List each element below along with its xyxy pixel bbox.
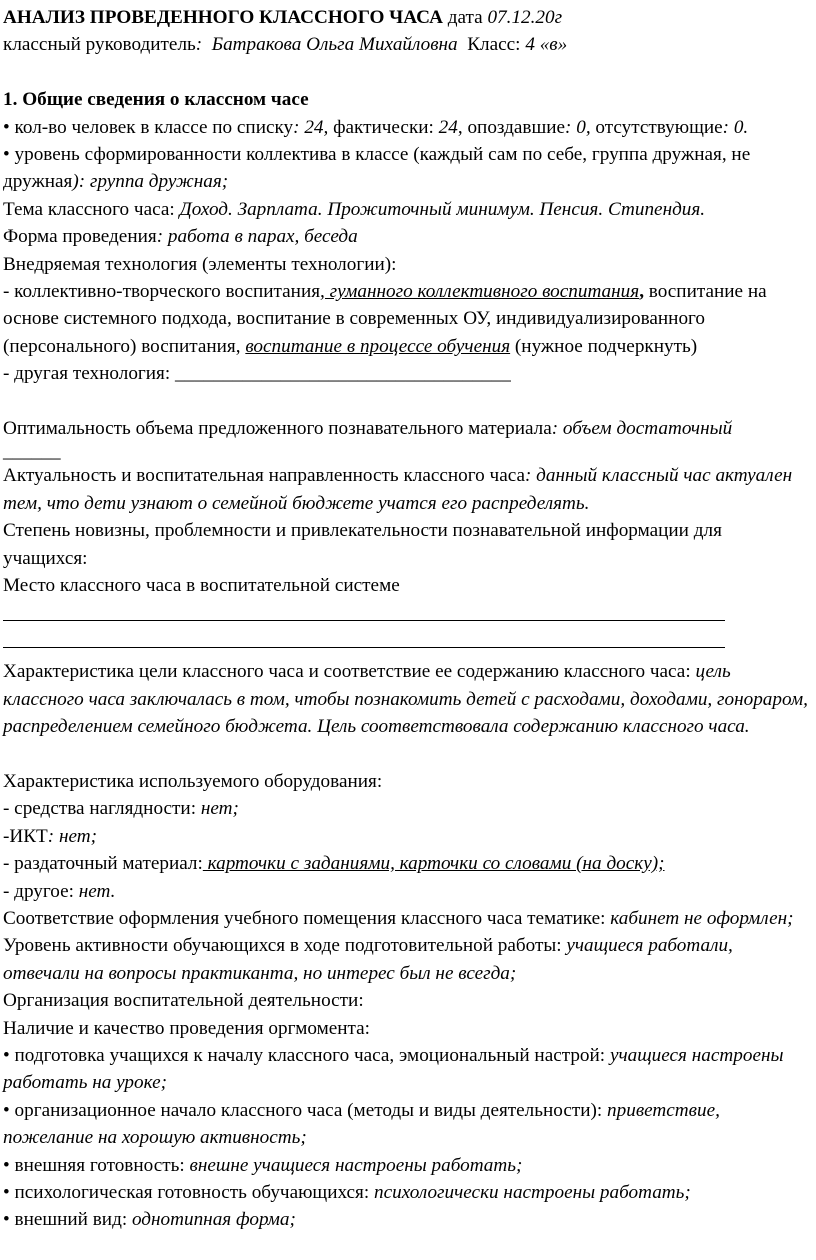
bullet-item xyxy=(3,1179,809,1206)
bullet-label: • внешняя готовность: xyxy=(3,1154,190,1176)
bullet-value: однотипная форма; xyxy=(131,1209,296,1231)
equipment-handout-value: карточки с заданиями, карточки со словами (на доску); xyxy=(202,853,665,875)
activity-line xyxy=(3,932,809,987)
material-label: Оптимальность объема предложенного познавательного материала xyxy=(3,418,552,440)
bullet-label: • внешний вид: xyxy=(3,1209,132,1231)
equipment-ict xyxy=(3,823,809,850)
collective-level-value: ): группа дружная; xyxy=(72,171,229,193)
count-line xyxy=(3,114,809,141)
count-value-absent: : 0. xyxy=(722,116,749,138)
teacher-line xyxy=(3,31,809,58)
bullet-value: внешне учащиеся настроены работать; xyxy=(189,1154,523,1176)
equipment-visual-label: - средства наглядности: xyxy=(3,798,201,820)
underline-rule xyxy=(3,620,725,621)
room-label: Соответствие оформления учебного помещения классного часа тематике: xyxy=(3,907,611,929)
bullet-item xyxy=(3,1042,809,1097)
count-label-late: , опоздавшие xyxy=(457,116,566,138)
technology-item-collective: - коллективно-творческого воспитания xyxy=(3,281,321,303)
technology-item-others: воспитание на основе системного подхода, воспитание в современных ОУ, индивидуализированного (персонального) воспитания, xyxy=(3,281,767,357)
relevance-value: : данный классный час актуален тем, что дети узнают о семейной бюджете учатся его распределять. xyxy=(3,465,793,514)
equipment-heading: Характеристика используемого оборудования: xyxy=(3,770,383,792)
technology-comma: , xyxy=(639,281,644,303)
topic-label: Тема классного часа: xyxy=(3,198,180,220)
activity-label: Уровень активности обучающихся в ходе подготовительной работы: xyxy=(3,935,567,957)
spacer xyxy=(3,741,809,768)
section-heading: 1. Общие сведения о классном часе xyxy=(3,89,309,111)
blank-rule-1 xyxy=(3,600,809,627)
technology-item-humane: , гуманного коллективного воспитания xyxy=(320,281,640,303)
relevance-label: Актуальность и воспитательная направленность классного часа xyxy=(3,465,525,487)
technology-note: (нужное подчеркнуть) xyxy=(510,335,698,357)
material-blank: ______ xyxy=(3,441,61,463)
bullet-label: • психологическая готовность обучающихся: xyxy=(3,1181,374,1203)
topic-line xyxy=(3,196,809,223)
count-label-list: • кол-во человек в классе по списку xyxy=(3,116,294,138)
spacer xyxy=(3,59,809,86)
other-technology-line xyxy=(3,360,809,387)
count-label-absent: отсутствующие xyxy=(590,116,723,138)
bullet-value: учащиеся настроены работать на уроке; xyxy=(3,1044,784,1094)
bullet-item xyxy=(3,1097,809,1152)
collective-level-label: • уровень сформированности коллектива в классе (каждый сам по себе, группа дружная, не дружная xyxy=(3,144,751,193)
bullet-label: • подготовка учащихся к началу классного часа, эмоциональный настрой: xyxy=(3,1044,610,1066)
equipment-handout xyxy=(3,850,809,877)
activity-value: учащиеся работали, отвечали на вопросы практиканта, но интерес был не всегда; xyxy=(3,935,733,984)
relevance-line xyxy=(3,462,809,517)
spacer xyxy=(3,388,809,415)
technology-heading: Внедряемая технология (элементы технологии): xyxy=(3,253,397,275)
date-label: дата xyxy=(442,7,488,28)
teacher-name: Батракова Ольга Михайловна xyxy=(202,34,463,56)
equipment-other-value: нет. xyxy=(78,880,116,902)
teacher-colon: : xyxy=(195,34,203,56)
technology-list xyxy=(3,278,809,360)
other-technology-blank: ___________________________________ xyxy=(175,363,511,385)
class-label: Класс: xyxy=(462,34,526,56)
class-value: 4 «в» xyxy=(525,34,568,56)
equipment-handout-label: - раздаточный материал: xyxy=(3,853,203,875)
underline-rule xyxy=(3,647,725,648)
teacher-label: классный руководитель xyxy=(3,34,196,56)
material-value: : объем достаточный xyxy=(551,418,733,440)
technology-item-learning: воспитание в процессе обучения xyxy=(245,335,511,357)
goal-line xyxy=(3,658,809,740)
form-label: Форма проведения xyxy=(3,226,157,248)
room-value: кабинет не оформлен; xyxy=(610,907,794,929)
equipment-ict-value: : нет; xyxy=(47,825,97,847)
orgmoment-line: Наличие и качество проведения оргмомента: xyxy=(3,1017,370,1039)
count-value-late: : 0, xyxy=(565,116,591,138)
topic-value: Доход. Зарплата. Прожиточный минимум. Пенсия. Стипендия. xyxy=(179,198,706,220)
other-technology-label: - другая технология: xyxy=(3,363,176,385)
bullet-value: психологически настроены работать; xyxy=(374,1181,691,1203)
bullet-item xyxy=(3,1206,809,1233)
bullet-item xyxy=(3,1152,809,1179)
goal-value: цель классного часа заключалась в том, чтобы познакомить детей с расходами, доходами, гонораром, распределением семейного бюджета. Цель соответствовала содержанию классного часа. xyxy=(3,661,808,738)
goal-label: Характеристика цели классного часа и соответствие ее содержанию классного часа: xyxy=(3,661,696,683)
bullet-label: • организационное начало классного часа (методы и виды деятельности): xyxy=(3,1099,608,1121)
collective-level-line xyxy=(3,141,809,196)
blank-rule-2 xyxy=(3,627,809,654)
equipment-ict-label: -ИКТ xyxy=(3,825,48,847)
equipment-other-label: - другое: xyxy=(3,880,79,902)
organization-line: Организация воспитательной деятельности: xyxy=(3,990,364,1012)
date-value: 07.12.20г xyxy=(487,7,563,28)
material-line xyxy=(3,415,809,442)
count-value-list: : 24, xyxy=(293,116,329,138)
count-label-actual: фактически: xyxy=(328,116,439,138)
bullet-value: приветствие, пожелание на хорошую активность; xyxy=(3,1099,720,1149)
room-line xyxy=(3,905,809,932)
document-title: АНАЛИЗ ПРОВЕДЕННОГО КЛАССНОГО ЧАСА xyxy=(3,7,443,28)
novelty-line: Степень новизны, проблемности и привлекательности познавательной информации для учащихся: xyxy=(3,520,722,569)
place-line: Место классного часа в воспитательной системе xyxy=(3,575,400,597)
count-value-actual: 24 xyxy=(438,116,458,138)
equipment-visual xyxy=(3,795,809,822)
equipment-other xyxy=(3,878,809,905)
equipment-visual-value: нет; xyxy=(200,798,239,820)
header-line xyxy=(3,4,809,31)
form-line xyxy=(3,223,809,250)
form-value: : работа в парах, беседа xyxy=(156,226,358,248)
